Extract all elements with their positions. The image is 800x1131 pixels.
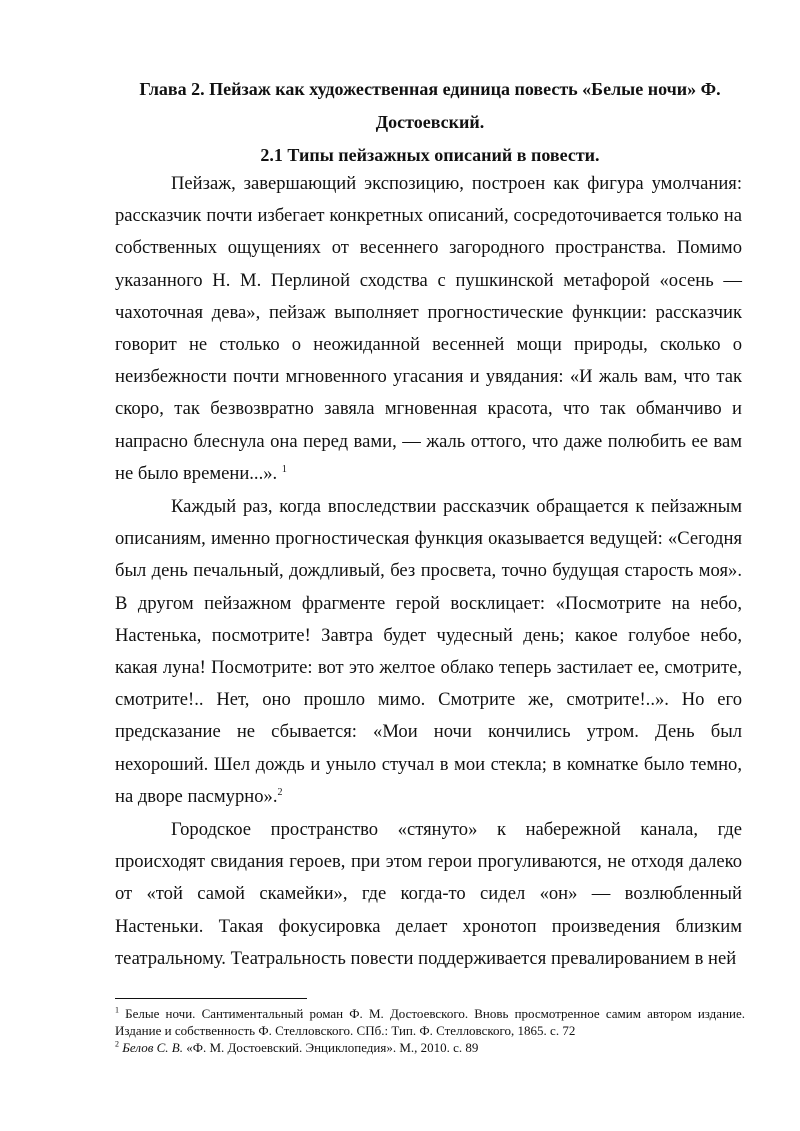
footnote-ref-1[interactable]: 1	[281, 463, 287, 475]
footnote-mark: 2	[115, 1039, 119, 1049]
footnote-ref-2[interactable]: 2	[277, 786, 283, 798]
footnote-text: Белые ночи. Сантиментальный роман Ф. М. Достоевского. Вновь просмотренное самим автором издание. Издание и собственность Ф. Стелловского. СПб.: Тип. Ф. Стелловского, 1865. с. 72	[115, 1006, 745, 1038]
footnote-text: «Ф. М. Достоевский. Энциклопедия». М., 2010. с. 89	[182, 1040, 479, 1055]
paragraph-text: Городское пространство «стянуто» к набережной канала, где происходят свидания героев, при этом герои прогуливаются, не отходя далеко от «той самой скамейки», где когда-то сидел «он» — возлюбленный Настеньки. Такая фокусировка делает хронотоп произведения близким театральному. Театральность повести поддерживается превалированием в ней	[115, 819, 742, 969]
paragraph-2	[115, 491, 742, 813]
section-title: 2.1 Типы пейзажных описаний в повести.	[260, 145, 600, 165]
footnote-2	[115, 1040, 745, 1057]
paragraph-text: Пейзаж, завершающий экспозицию, построен как фигура умолчания: рассказчик почти избегает конкретных описаний, сосредоточивается только на собственных ощущениях от весеннего загородного пространства. Помимо указанного Н. М. Перлиной сходства с пушкинской метафорой «осень — чахоточная дева», пейзаж выполняет прогностические функции: рассказчик говорит не столько о неожиданной весенней мощи природы, сколько о неизбежности почти мгновенного угасания и увядания: «И жаль вам, что так скоро, так безвозвратно завяла мгновенная красота, что так обманчиво и напрасно блеснула она перед вами, — жаль оттого, что даже полюбить ее вам не было времени...».	[115, 173, 742, 484]
paragraph-1	[115, 168, 742, 490]
chapter-title-line-2: Достоевский.	[375, 112, 485, 132]
footnote-1	[115, 1006, 745, 1039]
footnote-separator	[115, 998, 307, 999]
paragraph-3	[115, 814, 742, 975]
paragraph-text: Каждый раз, когда впоследствии рассказчик обращается к пейзажным описаниям, именно прогностическая функция оказывается ведущей: «Сегодня был день печальный, дождливый, без просвета, точно будущая старость моя». В другом пейзажном фрагменте герой восклицает: «Посмотрите на небо, Настенька, посмотрите! Завтра будет чудесный день; какое голубое небо, какая луна! Посмотрите: вот это желтое облако теперь застилает ее, смотрите, смотрите!.. Нет, оно прошло мимо. Смотрите же, смотрите!..». Но его предсказание не сбывается: «Мои ночи кончились утром. День был нехороший. Шел дождь и уныло стучал в мои стекла; в комнатке было темно, на дворе пасмурно».	[115, 496, 742, 807]
footnote-mark: 1	[115, 1005, 119, 1015]
footnote-author: Белов С. В.	[119, 1040, 183, 1055]
chapter-title-line-1: Глава 2. Пейзаж как художественная единица повесть «Белые ночи» Ф.	[139, 79, 721, 99]
